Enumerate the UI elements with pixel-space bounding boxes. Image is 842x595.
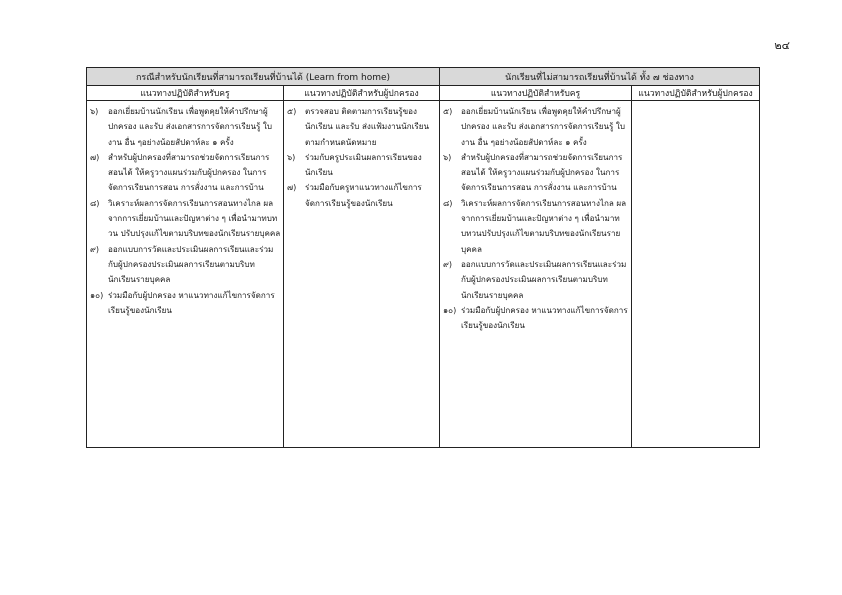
- guideline-item-text: สำหรับผู้ปกครองที่สามารถช่วยจัดการเรียนการสอนได้ ให้ครูวางแผนร่วมกับผู้ปกครอง ในการจัดการเรียนการสอน การสั่งงาน และการบ้าน: [461, 151, 623, 193]
- guideline-item: [443, 196, 629, 257]
- guideline-item-text: สำหรับผู้ปกครองที่สามารถช่วยจัดการเรียนการสอนได้ ให้ครูวางแผนร่วมกับผู้ปกครอง ในการจัดการเรียนการสอน การสั่งงาน และการบ้าน: [108, 151, 270, 193]
- guideline-item-number: ๖): [443, 151, 452, 162]
- guideline-item: [443, 257, 629, 303]
- group-header-cannot-learn-at-home: นักเรียนที่ไม่สามารถเรียนที่บ้านได้ ทั้ง ๗ ช่องทาง: [440, 68, 760, 86]
- cell-teacher-learn-from-home: [87, 101, 284, 448]
- guideline-item-number: ๖): [287, 151, 296, 162]
- guideline-item: [287, 180, 437, 211]
- guideline-item-number: ๙): [443, 258, 453, 269]
- guideline-item-text: ออกแบบการวัดและประเมินผลการเรียนและร่วมกับผู้ปกครองประเมินผลการเรียนตามบริบทนักเรียนรายบุคคล: [108, 243, 274, 285]
- guideline-item-number: ๕): [443, 106, 453, 116]
- guideline-item-number: ๖): [90, 106, 99, 116]
- guideline-item-number: ๗): [90, 151, 100, 162]
- guideline-item: [287, 104, 437, 150]
- guideline-item-text: ร่วมมือกับผู้ปกครอง หาแนวทางแก้ไขการจัดการเรียนรู้ของนักเรียน: [461, 304, 628, 331]
- guideline-item-number: ๑๐): [90, 289, 104, 300]
- guideline-item: [90, 242, 281, 288]
- guideline-item-number: ๘): [443, 197, 453, 208]
- guideline-item-text: วิเคราะห์ผลการจัดการเรียนการสอนทางไกล ผลจากการเยี่ยมบ้านและปัญหาต่าง ๆ เพื่อนำมาทบทวนปรับปรุงแก้ไขตามบริบทของนักเรียนรายบุคคล: [461, 197, 627, 254]
- guideline-item: [90, 104, 281, 150]
- column-header-parent-2: แนวทางปฏิบัติสำหรับผู้ปกครอง: [632, 86, 760, 101]
- cell-teacher-cannot-learn: [440, 101, 632, 448]
- page-number: ๒๔: [774, 39, 790, 52]
- column-header-row: [87, 86, 760, 101]
- body-row: [87, 101, 760, 448]
- group-header-row: [87, 68, 760, 86]
- guideline-item: [443, 303, 629, 334]
- guideline-item-text: ร่วมมือกับผู้ปกครอง หาแนวทางแก้ไขการจัดการเรียนรู้ของนักเรียน: [108, 289, 275, 315]
- guideline-item-number: ๗): [287, 182, 297, 193]
- guideline-item: [90, 150, 281, 196]
- column-header-parent-1: แนวทางปฏิบัติสำหรับผู้ปกครอง: [284, 86, 440, 101]
- guideline-item: [443, 150, 629, 196]
- cell-parent-cannot-learn: [632, 101, 760, 448]
- column-header-teacher-1: แนวทางปฏิบัติสำหรับครู: [87, 86, 284, 101]
- guideline-item: [90, 288, 281, 319]
- parent-guideline-list: [284, 101, 439, 211]
- guidelines-table: [86, 67, 760, 448]
- guideline-item: [90, 196, 281, 242]
- guideline-item-text: ร่วมกับครูประเมินผลการเรียนของนักเรียน: [305, 151, 422, 178]
- guideline-item-number: ๕): [287, 106, 297, 116]
- teacher-guideline-list: [87, 101, 283, 318]
- guideline-item: [287, 150, 437, 181]
- guideline-item-text: ตรวจสอบ ติดตามการเรียนรู้ของนักเรียน และรับ ส่งแฟ้มงานนักเรียน ตามกำหนดนัดหมาย: [305, 106, 430, 147]
- guideline-item-number: ๘): [90, 197, 100, 208]
- teacher-guideline-list: [440, 101, 631, 333]
- guideline-item-text: ร่วมมือกับครูหาแนวทางแก้ไขการจัดการเรียนรู้ของนักเรียน: [305, 182, 422, 208]
- guideline-item: [443, 104, 629, 150]
- guideline-item-text: ออกเยี่ยมบ้านนักเรียน เพื่อพูดคุยให้คำปรึกษาผู้ปกครอง และรับ ส่งเอกสารการจัดการเรียนรู้ ใบงาน อื่น ๆอย่างน้อยสัปดาห์ละ ๑ ครั้ง: [461, 106, 626, 147]
- parent-guideline-list: [632, 101, 759, 104]
- guideline-item-text: ออกเยี่ยมบ้านนักเรียน เพื่อพูดคุยให้คำปรึกษาผู้ปกครอง และรับ ส่งเอกสารการจัดการเรียนรู้ ใบงาน อื่น ๆอย่างน้อยสัปดาห์ละ ๑ ครั้ง: [108, 106, 273, 147]
- guideline-item-text: วิเคราะห์ผลการจัดการเรียนการสอนทางไกล ผลจากการเยี่ยมบ้านและปัญหาต่าง ๆ เพื่อนำมาทบทวน ปรับปรุงแก้ไขตามบริบทของนักเรียนรายบุคคล: [108, 197, 281, 239]
- guideline-item-number: ๑๐): [443, 304, 457, 315]
- column-header-teacher-2: แนวทางปฏิบัติสำหรับครู: [440, 86, 632, 101]
- group-header-learn-from-home: กรณีสำหรับนักเรียนที่สามารถเรียนที่บ้านได้ (Learn from home): [87, 68, 440, 86]
- cell-parent-learn-from-home: [284, 101, 440, 448]
- guideline-item-number: ๙): [90, 243, 100, 254]
- guideline-item-text: ออกแบบการวัดและประเมินผลการเรียนและร่วมกับผู้ปกครองประเมินผลการเรียนตามบริบทนักเรียนรายบุคคล: [461, 258, 627, 300]
